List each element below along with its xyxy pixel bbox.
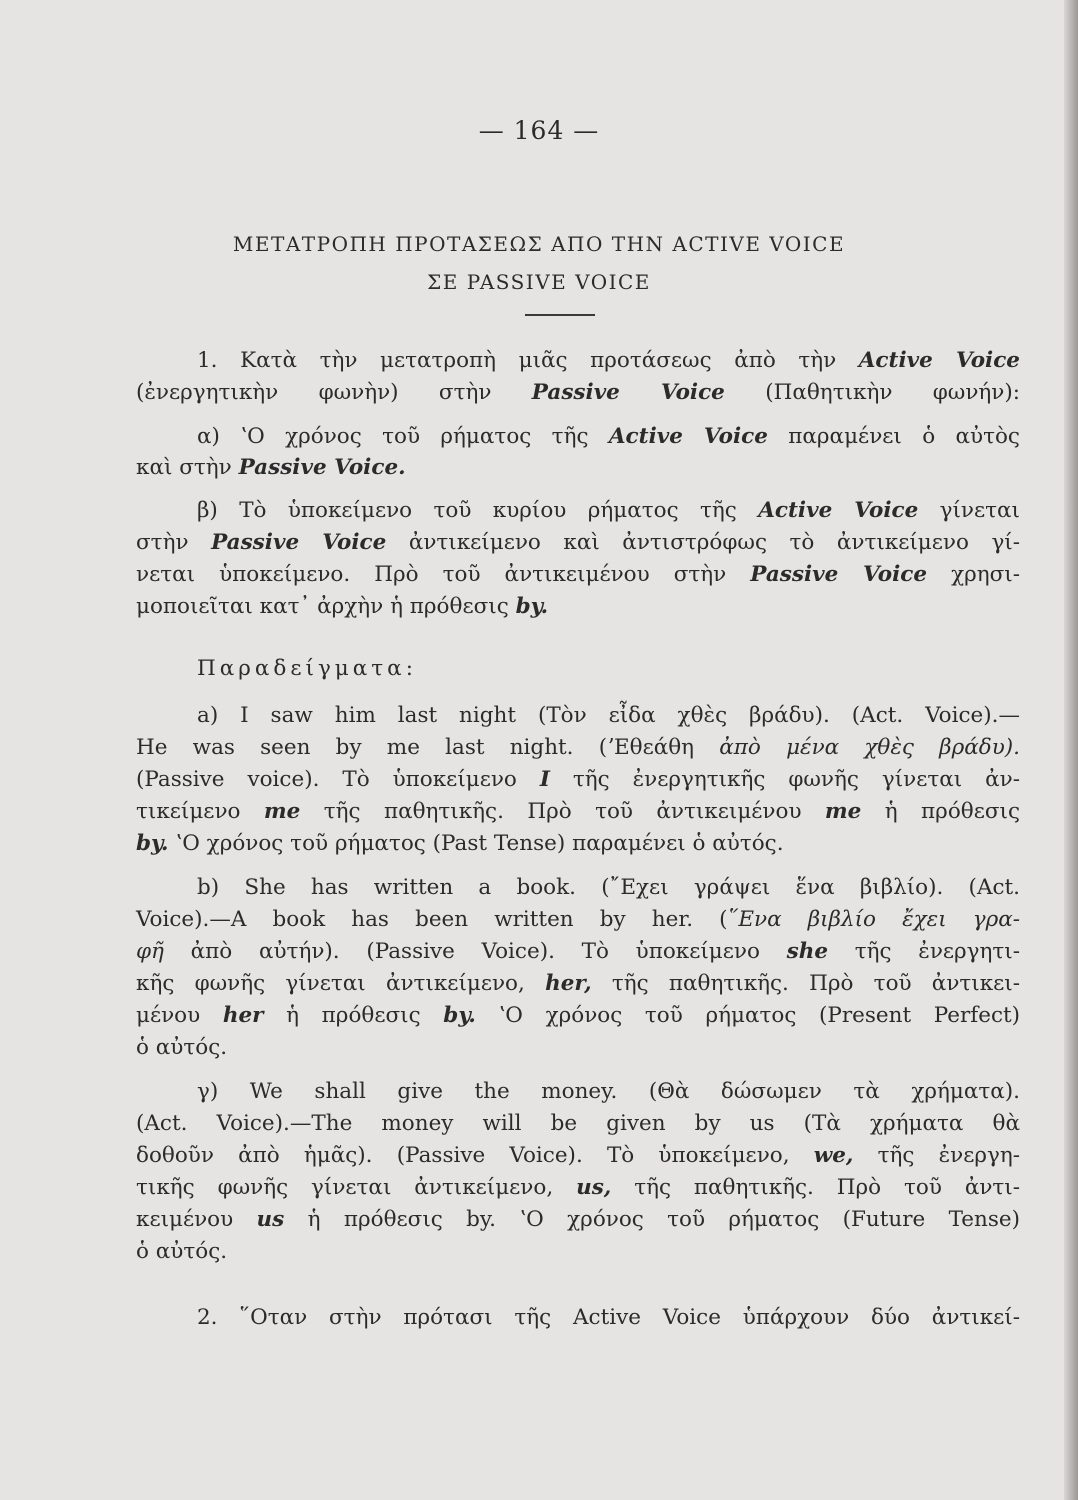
paragraph-line: (ἐνεργητικὴν φωνὴν) στὴν Passive Voice (Παθητικὴν φωνήν): [136, 380, 1020, 405]
paragraph-line: by. ʽΟ χρόνος τοῦ ρήματος (Past Tense) παραμένει ὁ αὐτός. [136, 831, 784, 856]
paragraph-line: β) Τὸ ὑποκείμενο τοῦ κυρίου ρήματος τῆς Active Voice γίνεται [197, 498, 1020, 523]
paragraph-line: γ) We shall give the money. (Θὰ δώσωμεν τὰ χρήματα). [197, 1079, 1020, 1104]
paragraph-line: ὁ αὐτός. [136, 1035, 228, 1060]
page-number: — 164 — [478, 116, 600, 145]
title-divider [525, 314, 595, 316]
paragraph-line: Voice).—A book has been written by her. (῞Ενα βιβλίο ἔχει γρα- [136, 907, 1020, 932]
paragraph-line: νεται ὑποκείμενο. Πρὸ τοῦ ἀντικειμένου στὴν Passive Voice χρησι- [136, 562, 1020, 587]
paragraph-line: καὶ στὴν Passive Voice. [136, 455, 406, 480]
paragraph-line: a) I saw him last night (Τὸν εἶδα χθὲς βράδυ). (Act. Voice).— [197, 703, 1020, 728]
paragraph-line: (Act. Voice).—The money will be given by us (Τὰ χρήματα θὰ [136, 1111, 1020, 1136]
paragraph-line: ὁ αὐτός. [136, 1239, 228, 1264]
paragraph-line: τικῆς φωνῆς γίνεται ἀντικείμενο, us, τῆς παθητικῆς. Πρὸ τοῦ ἀντι- [136, 1175, 1021, 1200]
section-title-line-1: ΜΕΤΑΤΡΟΠΗ ΠΡΟΤΑΣΕΩΣ ΑΠΟ ΤΗΝ ACTIVE VOICE [232, 232, 846, 256]
paragraph-line: α) ʽΟ χρόνος τοῦ ρήματος τῆς Active Voice παραμένει ὁ αὐτὸς [197, 424, 1020, 449]
paragraph-line: He was seen by me last night. (ʼΕθεάθη ἀπὸ μένα χθὲς βράδυ). [136, 735, 1020, 760]
examples-heading: Παραδείγματα: [197, 656, 417, 681]
paragraph-line: 2. ῞Οταν στὴν πρότασι τῆς Active Voice ὑπάρχουν δύο ἀντικεί- [197, 1305, 1020, 1330]
paragraph-line: κῆς φωνῆς γίνεται ἀντικείμενο, her, τῆς παθητικῆς. Πρὸ τοῦ ἀντικει- [136, 971, 1020, 996]
paragraph-line: δοθοῦν ἀπὸ ἡμᾶς). (Passive Voice). Τὸ ὑποκείμενο, we, τῆς ἐνεργη- [136, 1143, 1020, 1168]
paragraph-line: μοποιεῖται κατ᾽ ἀρχὴν ἡ πρόθεσις by. [136, 594, 549, 619]
paragraph-line: μένου her ἡ πρόθεσις by. ʽΟ χρόνος τοῦ ρήματος (Present Perfect) [136, 1003, 1021, 1028]
paragraph-line: τικείμενο me τῆς παθητικῆς. Πρὸ τοῦ ἀντικειμένου me ἡ πρόθεσις [136, 799, 1020, 824]
paragraph-line: φῆ ἀπὸ αὐτήν). (Passive Voice). Τὸ ὑποκείμενο she τῆς ἐνεργητι- [136, 939, 1020, 964]
section-title-line-2: ΣΕ PASSIVE VOICE [427, 270, 651, 294]
page-gutter-shadow [1064, 0, 1078, 1500]
paragraph-line: κειμένου us ἡ πρόθεσις by. ʽΟ χρόνος τοῦ ρήματος (Future Tense) [136, 1207, 1020, 1232]
paragraph-line: 1. Κατὰ τὴν μετατροπὴ μιᾶς προτάσεως ἀπὸ τὴν Active Voice [197, 348, 1020, 373]
paragraph-line: b) She has written a book. (῎Εχει γράψει ἕνα βιβλίο). (Act. [197, 875, 1020, 900]
paragraph-line: στὴν Passive Voice ἀντικείμενο καὶ ἀντιστρόφως τὸ ἀντικείμενο γί- [136, 530, 1021, 555]
paragraph-line: (Passive voice). Τὸ ὑποκείμενο I τῆς ἐνεργητικῆς φωνῆς γίνεται ἀν- [136, 767, 1020, 792]
